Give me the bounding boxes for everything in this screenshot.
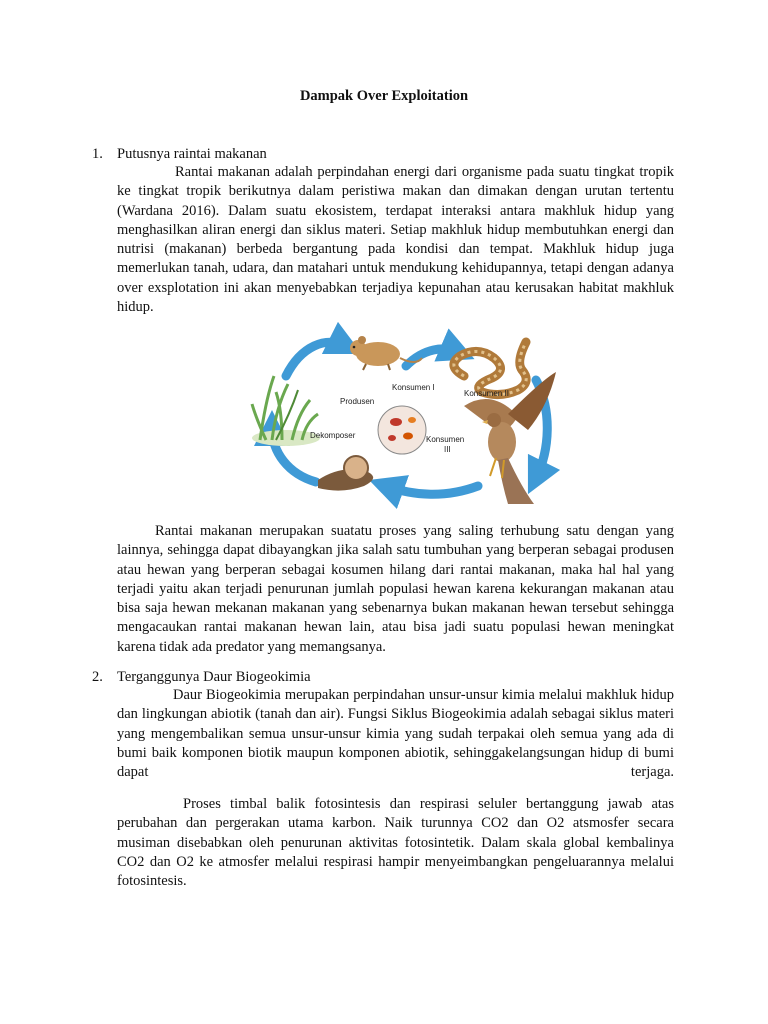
label-konsumen-3-line1: Konsumen	[426, 435, 465, 444]
section-1-heading: Putusnya raintai makanan	[117, 146, 267, 162]
section-2-heading: Terganggunya Daur Biogeokimia	[117, 669, 311, 685]
label-konsumen-3-line2: III	[444, 445, 451, 454]
section-2-paragraph-2: Proses timbal balik fotosintesis dan respirasi seluler bertanggung jawab atas perubahan dan pergerakan utama karbon. Naik turunnya CO2 dan O2 atsmosfer secara musiman disebabkan oleh penurunan aktivitas fotosintetik. Dalam skala global kembalinya CO2 dan O2 ke atmosfer melalui respirasi hampir menyeimbangkan pengeluarannya melalui fotosintesis.	[117, 796, 674, 890]
label-dekomposer: Dekomposer	[310, 431, 356, 440]
food-chain-illustration	[246, 318, 566, 510]
section-1-paragraph-1: Rantai makanan adalah perpindahan energi dari organisme pada suatu tingkat tropik ke tingkat tropik berikutnya dalam peristiwa makan dan dimakan dengan urutan tertentu (Wardana 2016). Dalam suatu ekosistem, terdapat interaksi antara makhluk hidup yang menghasilkan aliran energi dan siklus materi. Setiap makhluk hidup membutuhkan energi dan nutrisi (makanan) berbeda bergantung pada kondisi dan tempat. Makhluk hidup juga memerlukan tanah, udara, dan matahari untuk mendukung kehidupannya, tetapi dengan adanya over exsplotation ini akan menyebabkan terjadiya kepunahan atau kerusakan habitat makhluk hidup.	[117, 164, 674, 316]
section-1-paragraph-2: Rantai makanan merupakan suatatu proses yang saling terhubung satu dengan yang lainnya, sehingga dapat dibayangkan jika salah satu tumbuhan yang berperan sebagai produsen atau hewan yang berperan sebagai kosumen hilang dari rantai makanan, maka hal hal yang terjadi yaitu akan terjadi penurunan jumlah populasi hewan karena kekurangan makanan atau bisa saja hewan mekanan makanan yang sebenarnya bukan makanan hewan tersebut sehingga mengacaukan rantai makanan hewan lain, atau bisa jadi suatu populasi hewan meningkat karena tidak ada predator yang memangsanya.	[117, 523, 674, 655]
section-1-number: 1.	[92, 146, 103, 162]
consumer2-snake-illustration	[454, 342, 526, 395]
label-produsen: Produsen	[340, 397, 375, 406]
label-konsumen-1: Konsumen I	[392, 383, 435, 392]
document-title: Dampak Over Exploitation	[299, 88, 469, 104]
section-2-number: 2.	[92, 669, 103, 685]
section-2-paragraph-1: Daur Biogeokimia merupakan perpindahan unsur-unsur kimia melalui makhluk hidup dan lingkungan abiotik (tanah dan air). Fungsi Siklus Biogeokimia adalah sebagai siklus materi yang mengembalikan semua unsur-unsur kimia yang sudah terpakai oleh semua yang ada di bumi baik komponen biotik maupun komponen abiotik, sehinggakelangsungan hidup di bumi dapat terjaga.	[117, 687, 674, 781]
label-konsumen-2: Konsumen II	[464, 389, 509, 398]
cycle-arrow-producer-to-consumer1	[286, 342, 346, 376]
cycle-arrow-consumer3-to-decomposer	[386, 486, 478, 494]
food-chain-figure	[246, 318, 566, 510]
decomposer-illustration	[318, 406, 426, 491]
